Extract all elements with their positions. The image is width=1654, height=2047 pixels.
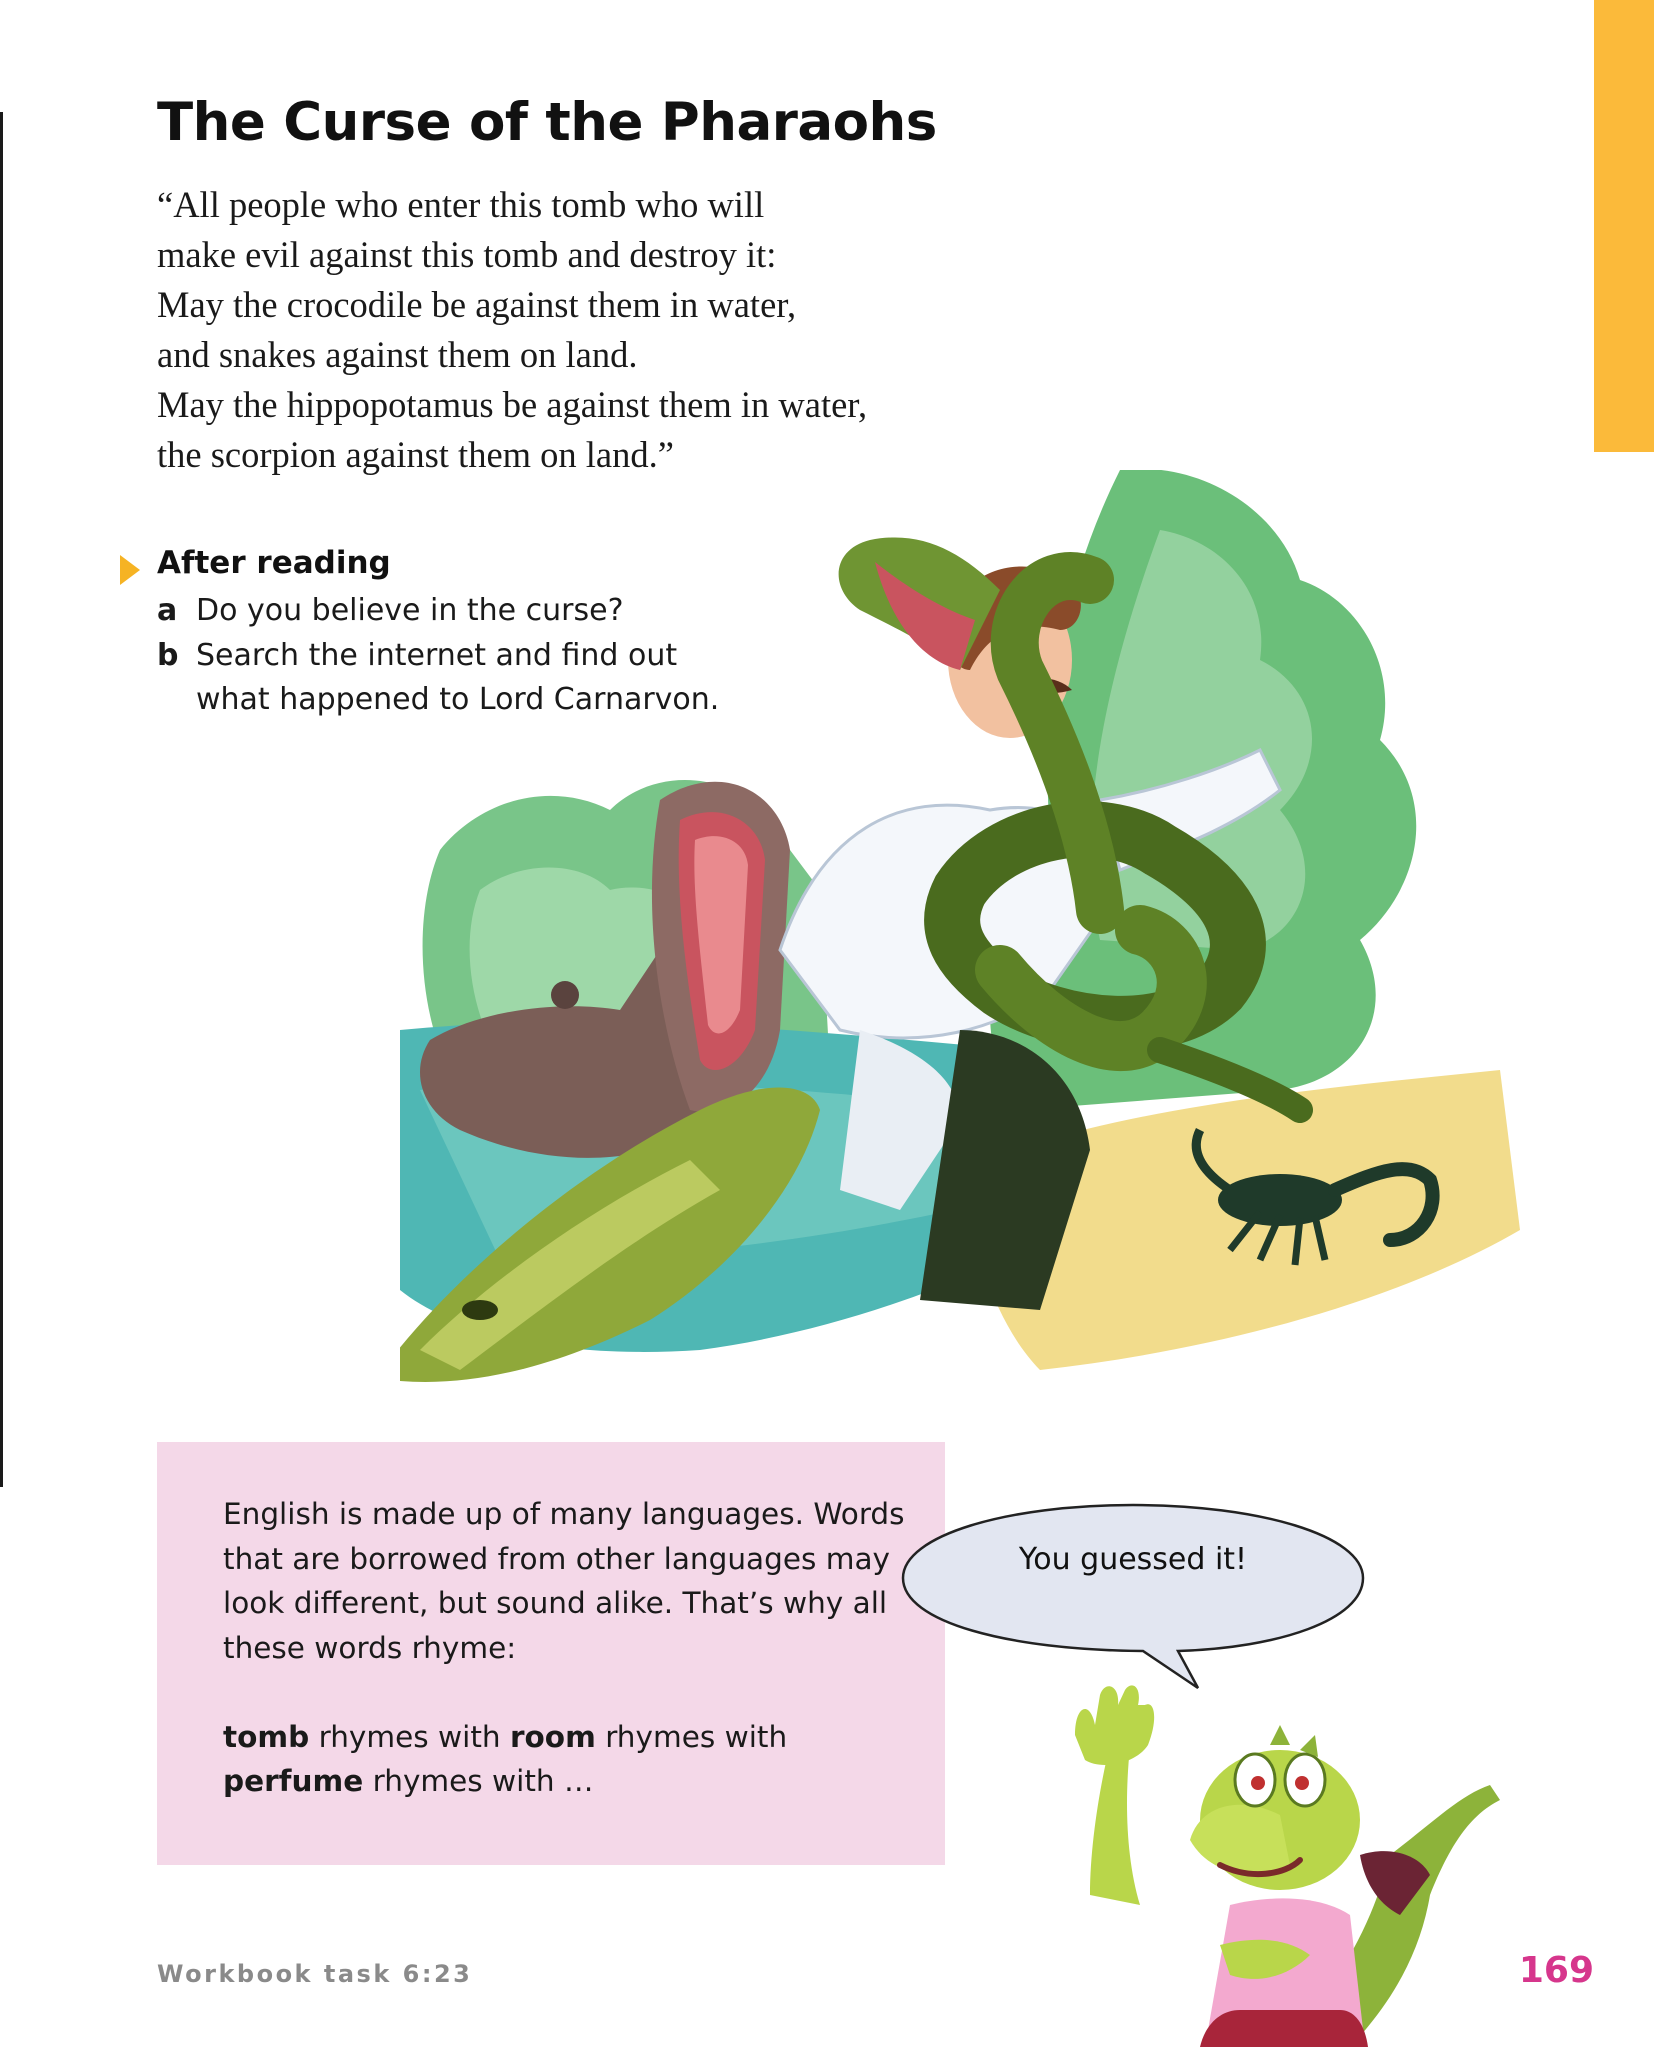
rhyme-word: room [509, 1719, 596, 1754]
dragon-mascot [1030, 1665, 1510, 2047]
poem-line: “All people who enter this tomb who will [157, 184, 765, 225]
workbook-reference: Workbook task 6:23 [157, 1960, 473, 1988]
speech-bubble [898, 1500, 1368, 1690]
rhyme-word: perfume [223, 1764, 364, 1798]
after-reading-heading: After reading [157, 545, 391, 581]
info-line: these words rhyme: [223, 1630, 517, 1665]
poem-line: make evil against this tomb and destroy it: [157, 234, 777, 275]
raised-hand [1075, 1685, 1154, 1765]
poem-line: and snakes against them on land. [157, 334, 638, 375]
info-box [157, 1442, 945, 1865]
poem-line: the scorpion against them on land.” [157, 434, 674, 475]
task-text: what happened to Lord Carnarvon. [196, 682, 720, 717]
info-line: look different, but sound alike. That’s why all [223, 1586, 888, 1620]
info-line: English is made up of many languages. Words [223, 1497, 905, 1531]
speech-bubble-text: You guessed it! [1018, 1542, 1248, 1577]
page-title: The Curse of the Pharaohs [157, 92, 937, 153]
rhyme-connector: rhymes with … [363, 1764, 594, 1798]
waving-arm [1090, 1745, 1140, 1905]
rhyme-connector: rhymes with [309, 1719, 510, 1754]
task-letter: b [157, 637, 179, 673]
info-line: that are borrowed from other languages may [223, 1541, 891, 1576]
rhyme-word: tomb [223, 1719, 310, 1754]
task-letter: a [157, 593, 178, 628]
rhyme-connector: rhymes with [595, 1719, 788, 1754]
poem-line: May the hippopotamus be against them in water, [157, 384, 868, 425]
task-text: Search the internet and find out [196, 637, 678, 673]
shorts [1200, 2010, 1368, 2047]
triangle-right-icon [120, 555, 140, 585]
chapter-tab-strip [1594, 0, 1654, 452]
page-number: 169 [1518, 1950, 1594, 1991]
curse-illustration [400, 470, 1530, 1400]
left-margin-rule [0, 112, 3, 1487]
task-text: Do you believe in the curse? [196, 593, 624, 628]
info-box-text [223, 1492, 913, 1804]
rhyme-paragraph [223, 1715, 913, 1804]
poem-line: May the crocodile be against them in water, [157, 284, 797, 325]
info-paragraph [223, 1492, 913, 1670]
curse-poem [157, 180, 867, 480]
